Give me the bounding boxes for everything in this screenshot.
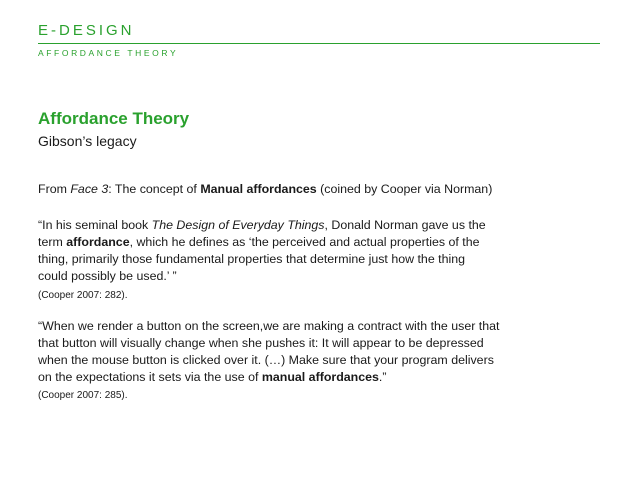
- quote-1: [38, 217, 486, 285]
- quote-1-text: term: [38, 235, 67, 249]
- quote-1-line-1: [38, 217, 486, 234]
- slide-subtitle: Gibson’s legacy: [38, 133, 137, 149]
- book-title: The Design of Everyday Things: [151, 218, 325, 232]
- intro-prefix: From: [38, 182, 71, 196]
- intro-term: Manual affordances: [200, 182, 317, 196]
- intro-mid: : The concept of: [108, 182, 201, 196]
- intro-suffix: (coined by Cooper via Norman): [316, 182, 493, 196]
- quote-1-text: , which he defines as ‘the perceived and actual properties of the: [129, 235, 480, 249]
- quote-2: [38, 318, 499, 386]
- quote-2-citation: (Cooper 2007: 285).: [38, 390, 128, 401]
- quote-1-citation: (Cooper 2007: 282).: [38, 290, 128, 301]
- quote-1-line-3: thing, primarily those fundamental properties that determine just how the thing: [38, 252, 466, 266]
- quote-2-line-4: [38, 369, 499, 386]
- quote-1-line-2: [38, 234, 486, 251]
- affordance-term: affordance: [66, 235, 130, 249]
- quote-1-text: , Donald Norman gave us the: [324, 218, 486, 232]
- header-subtitle: AFFORDANCE THEORY: [38, 48, 179, 58]
- intro-source: Face 3: [70, 182, 109, 196]
- quote-1-text: “In his seminal book: [38, 218, 152, 232]
- quote-2-text: .”: [378, 370, 387, 384]
- quote-2-line-3: when the mouse button is clicked over it. (…) Make sure that your program delivers: [38, 353, 494, 367]
- intro-line: [38, 181, 492, 198]
- quote-2-line-2: that button will visually change when she pushes it: It will appear to be depressed: [38, 336, 484, 350]
- quote-1-line-4: could possibly be used.’ ”: [38, 269, 177, 283]
- manual-affordances-term: manual affordances: [261, 370, 379, 384]
- quote-2-line-1: “When we render a button on the screen,we are making a contract with the user that: [38, 319, 500, 333]
- header-title: E-DESIGN: [38, 22, 135, 39]
- slide-title: Affordance Theory: [38, 109, 190, 128]
- quote-2-text: on the expectations it sets via the use of: [38, 370, 262, 384]
- header-rule: [38, 43, 600, 44]
